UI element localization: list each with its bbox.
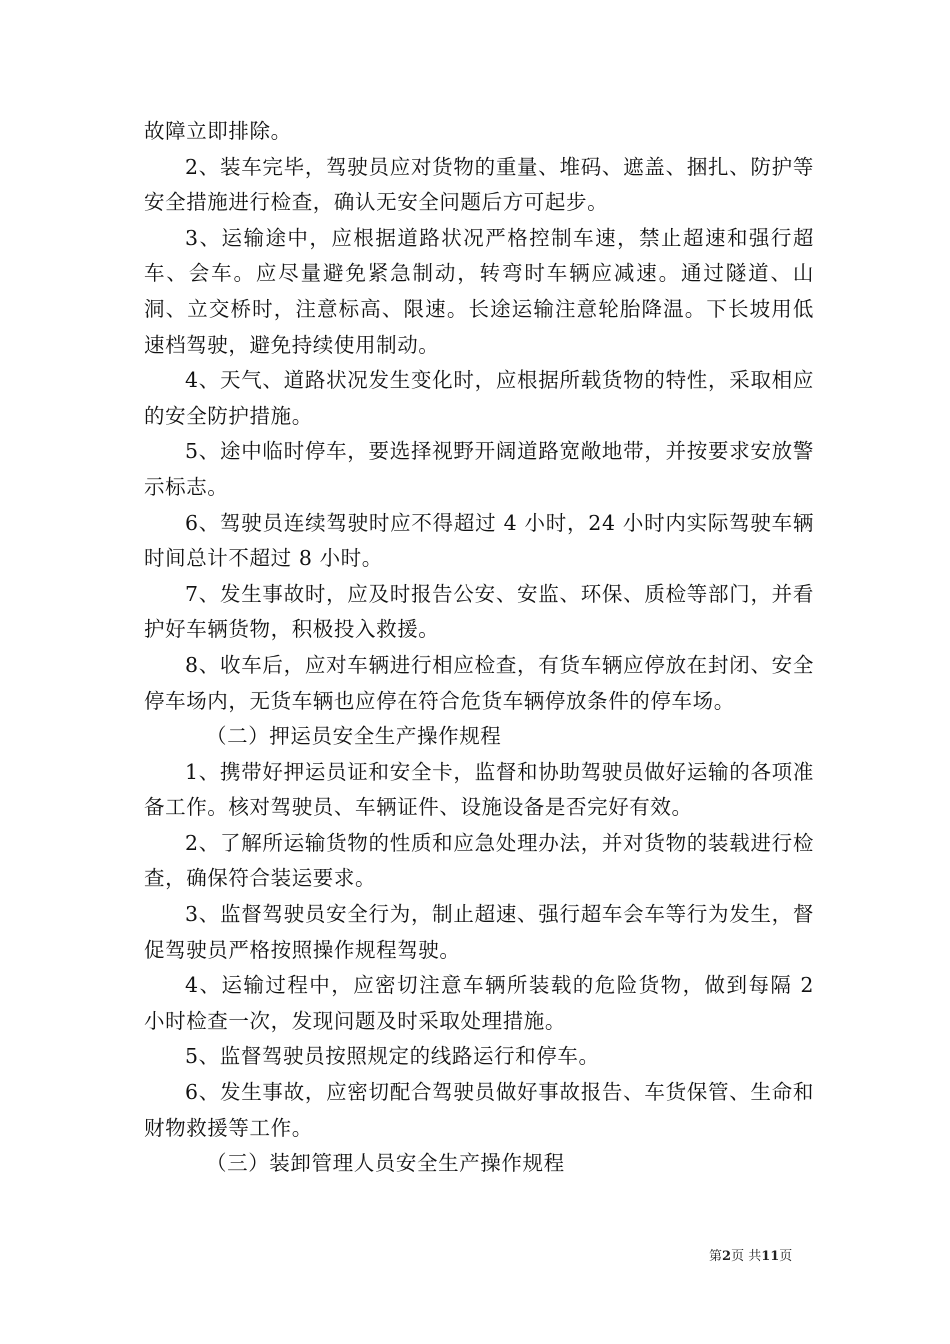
page-number-footer bbox=[709, 1248, 792, 1266]
footer-suffix: 页 bbox=[779, 1249, 793, 1264]
paragraph-item-4: 4、天气、道路状况发生变化时，应根据所载货物的特性，采取相应的安全防护措施。 bbox=[144, 368, 814, 428]
document-body bbox=[144, 114, 814, 1182]
paragraph-escort-1: 1、携带好押运员证和安全卡，监督和协助驾驶员做好运输的各项准备工作。核对驾驶员、车辆证件、设施设备是否完好有效。 bbox=[144, 759, 814, 820]
paragraph-item-5: 5、途中临时停车，要选择视野开阔道路宽敞地带，并按要求安放警示标志。 bbox=[144, 439, 814, 499]
footer-total-pages: 11 bbox=[761, 1249, 780, 1264]
paragraph-item-7: 7、发生事故时，应及时报告公安、安监、环保、质检等部门，并看护好车辆货物，积极投入救援。 bbox=[144, 581, 814, 642]
paragraph-continuation: 故障立即排除。 bbox=[144, 119, 292, 143]
footer-current-page: 2 bbox=[722, 1249, 732, 1264]
paragraph-item-6: 6、驾驶员连续驾驶时应不得超过 4 小时，24 小时内实际驾驶车辆时间总计不超过 8 小时。 bbox=[144, 510, 814, 571]
section-heading-loading: （三）装卸管理人员安全生产操作规程 bbox=[206, 1151, 565, 1176]
paragraph-item-2: 2、装车完毕，驾驶员应对货物的重量、堆码、遮盖、捆扎、防护等安全措施进行检查，确认无安全问题后方可起步。 bbox=[144, 154, 814, 215]
paragraph-escort-4: 4、运输过程中，应密切注意车辆所装载的危险货物，做到每隔 2 小时检查一次，发现问题及时采取处理措施。 bbox=[144, 973, 814, 1033]
paragraph-item-3: 3、运输途中，应根据道路状况严格控制车速，禁止超速和强行超车、会车。应尽量避免紧急制动，转弯时车辆应减速。通过隧道、山洞、立交桥时，注意标高、限速。长途运输注意轮胎降温。下长坡用低速档驾驶，避免持续使用制动。 bbox=[144, 225, 814, 357]
footer-middle: 页 共 bbox=[731, 1249, 762, 1264]
paragraph-escort-5: 5、监督驾驶员按照规定的线路运行和停车。 bbox=[185, 1044, 600, 1069]
section-heading-escort: （二）押运员安全生产操作规程 bbox=[206, 724, 502, 749]
paragraph-escort-6: 6、发生事故，应密切配合驾驶员做好事故报告、车货保管、生命和财物救援等工作。 bbox=[144, 1080, 814, 1140]
paragraph-escort-3: 3、监督驾驶员安全行为，制止超速、强行超车会车等行为发生，督促驾驶员严格按照操作规程驾驶。 bbox=[144, 902, 814, 962]
footer-prefix: 第 bbox=[709, 1249, 723, 1264]
paragraph-item-8: 8、收车后，应对车辆进行相应检查，有货车辆应停放在封闭、安全停车场内，无货车辆也应停在符合危货车辆停放条件的停车场。 bbox=[144, 652, 814, 713]
paragraph-escort-2: 2、了解所运输货物的性质和应急处理办法，并对货物的装载进行检查，确保符合装运要求。 bbox=[144, 830, 814, 891]
